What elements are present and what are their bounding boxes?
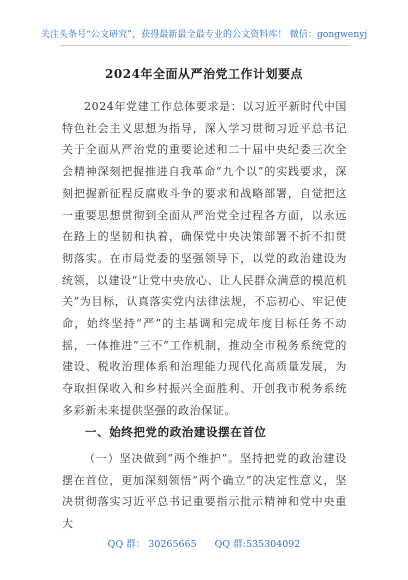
qq-group-1[interactable]: QQ 群： 30265665	[107, 539, 197, 550]
header-divider	[60, 45, 350, 46]
qq-group-2[interactable]: QQ 群:535304092	[214, 539, 301, 550]
paragraph-two-safeguards: （一）坚决做到“两个维护”。坚持把党的政治建设摆在首位，更加深刻领悟“两个确立”的决定性意义，坚决贯彻落实习近平总书记重要指示批示精神和党中央重大	[62, 452, 347, 530]
footer-contact	[0, 536, 408, 550]
document-title: 2024年全面从严治党工作计划要点	[105, 67, 303, 81]
paragraph-general-requirements: 2024年党建工作总体要求是：以习近平新时代中国特色社会主义思想为指导，深入学习贯彻习近平总书记关于全面从严治党的重要论述和二十届中央纪委三次全会精神深刻把握推进自我革命“九个以”的实践要求，深刻把握新征程反腐败斗争的要求和战略部署，自觉把这一重要思想贯彻到全面从严治党全过程各方面，以永远在路上的坚韧和执着，确保党中央决策部署不折不扣贯彻落实。在市局党委的坚强领导下，以党的政治建设为统领，以建设“让党中央放心、让人民群众满意的模范机关”为目标，认真落实党内法律法规，不忘初心、牢记使命，始终坚持“严”的主基调和完成年度目标任务不动摇，一体推进“三不”工作机制，推动全市税务系统党的建设、税收治理体系和治理能力现代化高质量发展，为夺取担保收入和乡村振兴全面胜利、开创我市税务系统多彩新未来提供坚强的政治保证。	[62, 100, 347, 417]
promo-banner[interactable]: 关注头条号“公文研究”，获得最新最全最专业的公文资料库！ 微信：gongwenyj	[40, 30, 368, 40]
section-heading-1: 一、始终把党的政治建设摆在首位	[85, 425, 267, 439]
